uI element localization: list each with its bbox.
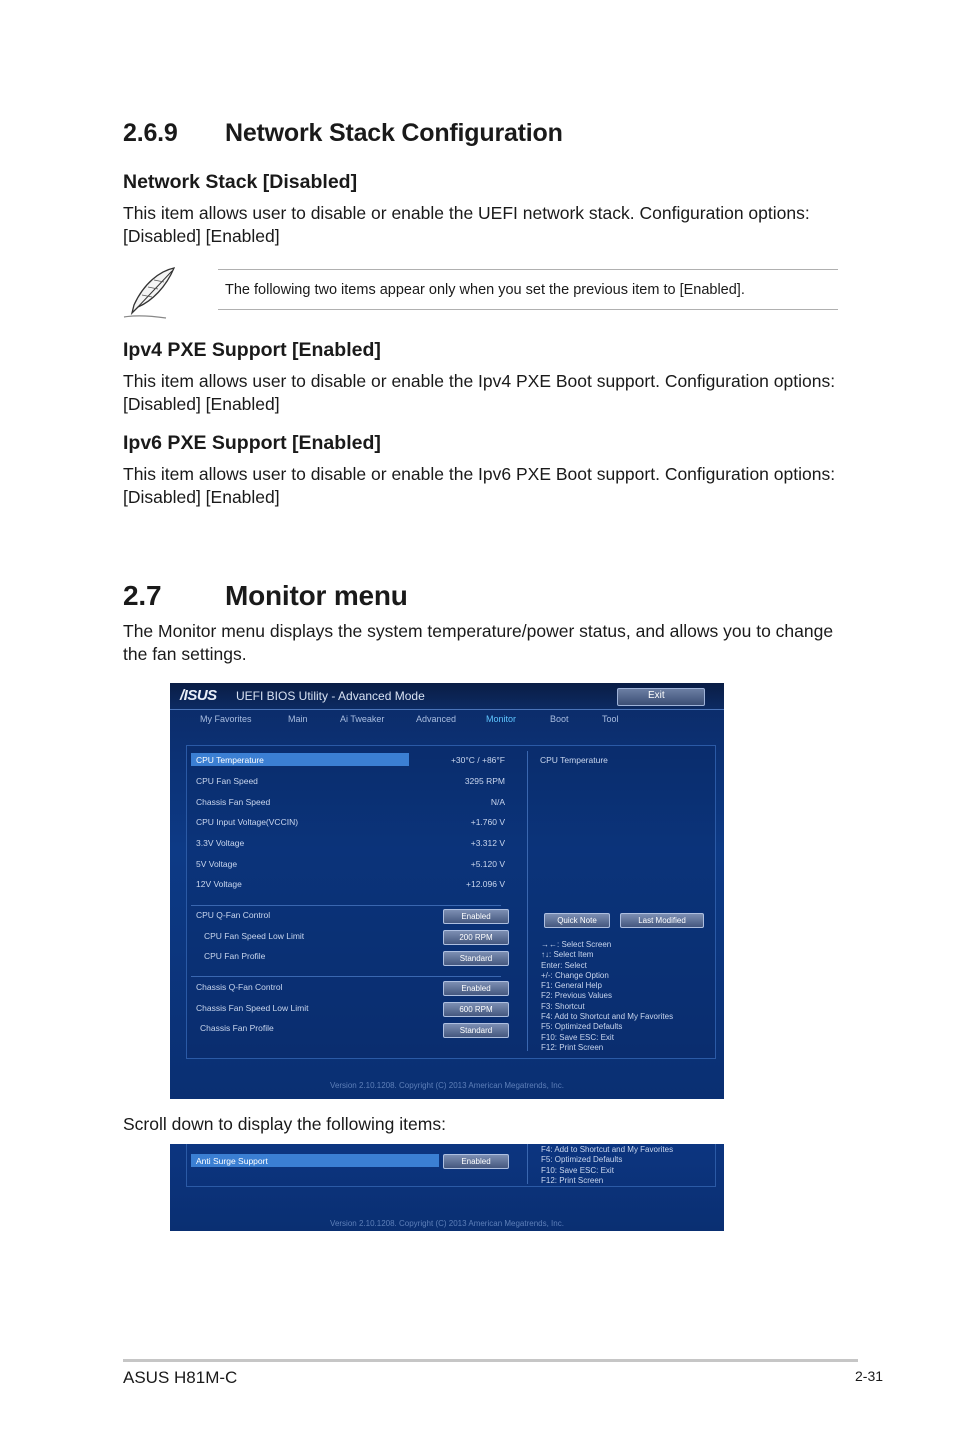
network-stack-text: This item allows user to disable or enable the UEFI network stack. Configuration options: [Disabled] [Enabled]: [123, 203, 810, 246]
scroll-text: Scroll down to display the following items:: [123, 1114, 446, 1134]
page-number: 2-31: [855, 1368, 884, 1384]
bios-version-footer: Version 2.10.1208. Copyright (C) 2013 American Megatrends, Inc.: [330, 1081, 564, 1090]
note-text: The following two items appear only when you set the previous item to [Enabled].: [225, 282, 745, 298]
row-value: +1.760 V: [470, 817, 505, 827]
row-value: +3.312 V: [470, 838, 505, 848]
row-value: 3295 RPM: [464, 776, 505, 786]
row-label[interactable]: 12V Voltage: [196, 879, 242, 889]
option-button[interactable]: Enabled: [443, 909, 509, 924]
row-label[interactable]: 3.3V Voltage: [196, 838, 245, 848]
ipv4-heading: Ipv4 PXE Support [Enabled]: [123, 339, 381, 361]
bios-title-bar: [170, 683, 724, 710]
tab-boot[interactable]: Boot: [550, 714, 569, 724]
row-label[interactable]: CPU Q-Fan Control: [196, 910, 271, 920]
option-button[interactable]: Standard: [443, 951, 509, 966]
row-label[interactable]: 5V Voltage: [196, 859, 238, 869]
bios-version-footer: Version 2.10.1208. Copyright (C) 2013 American Megatrends, Inc.: [330, 1219, 564, 1228]
row-label[interactable]: Chassis Fan Profile: [200, 1023, 274, 1033]
row-value: +12.096 V: [466, 879, 505, 889]
help-title: CPU Temperature: [540, 755, 608, 765]
ipv6-heading: Ipv6 PXE Support [Enabled]: [123, 432, 381, 454]
last-modified-button[interactable]: Last Modified: [620, 913, 704, 928]
footer-rule: [123, 1359, 858, 1362]
row-value: +30°C / +86°F: [450, 755, 505, 765]
note-top-rule: [218, 269, 838, 270]
tab-advanced[interactable]: Advanced: [416, 714, 457, 724]
section-number: 2.6.9: [123, 119, 178, 147]
bios-screenshot-scrolled: [170, 1144, 724, 1231]
bios-screenshot: [170, 683, 724, 1099]
option-button[interactable]: 600 RPM: [443, 1002, 509, 1017]
divider: [191, 976, 501, 977]
row-value: N/A: [490, 797, 505, 807]
option-button[interactable]: 200 RPM: [443, 930, 509, 945]
panel-divider: [527, 751, 528, 1051]
tab-ai-tweaker[interactable]: Ai Tweaker: [340, 714, 385, 724]
row-label[interactable]: Anti Surge Support: [196, 1156, 268, 1166]
section-number: 2.7: [123, 580, 162, 611]
option-button[interactable]: Enabled: [443, 1154, 509, 1169]
row-label[interactable]: CPU Temperature: [196, 755, 264, 765]
tab-monitor[interactable]: Monitor: [486, 714, 517, 724]
quick-note-button[interactable]: Quick Note: [544, 913, 610, 928]
row-label[interactable]: CPU Input Voltage(VCCIN): [196, 817, 299, 827]
exit-button[interactable]: Exit: [617, 688, 705, 706]
product-name: ASUS H81M-C: [123, 1368, 238, 1387]
ipv4-text: This item allows user to disable or enable the Ipv4 PXE Boot support. Configuration options: [Disabled] [Enabled]: [123, 371, 836, 414]
row-label[interactable]: CPU Fan Profile: [204, 951, 266, 961]
note-bottom-rule: [218, 309, 838, 310]
row-label[interactable]: CPU Fan Speed Low Limit: [204, 931, 305, 941]
asus-logo: /ISUS: [180, 687, 217, 704]
monitor-menu-text: The Monitor menu displays the system temperature/power status, and allows you to change the fan settings.: [123, 621, 834, 664]
row-value: +5.120 V: [470, 859, 505, 869]
quill-pen-icon: [122, 265, 182, 321]
section-title: Network Stack Configuration: [225, 119, 563, 147]
tab-my-favorites[interactable]: My Favorites: [200, 714, 252, 724]
panel-divider: [527, 1144, 528, 1184]
ipv6-text: This item allows user to disable or enable the Ipv6 PXE Boot support. Configuration options: [Disabled] [Enabled]: [123, 464, 836, 507]
tab-tool[interactable]: Tool: [602, 714, 619, 724]
help-keys: →←: Select Screen ↑↓: Select Item Enter: Select +/-: Change Option F1: General Help F2: Previous Values F3: Shortcut F4: Add to Shortcut and My Favorites F5: Optimized Defaults F10: Save ESC: Exit F12: Print Screen: [541, 940, 674, 1052]
option-button[interactable]: Standard: [443, 1023, 509, 1038]
section-title: Monitor menu: [225, 580, 408, 611]
row-label[interactable]: Chassis Fan Speed Low Limit: [196, 1003, 309, 1013]
bios-title: UEFI BIOS Utility - Advanced Mode: [236, 689, 425, 703]
network-stack-heading: Network Stack [Disabled]: [123, 171, 358, 193]
bios-nav-bar: [170, 710, 724, 730]
option-button[interactable]: Enabled: [443, 981, 509, 996]
tab-main[interactable]: Main: [288, 714, 308, 724]
row-label[interactable]: Chassis Q-Fan Control: [196, 982, 283, 992]
row-label[interactable]: CPU Fan Speed: [196, 776, 258, 786]
row-label[interactable]: Chassis Fan Speed: [196, 797, 271, 807]
help-keys: F4: Add to Shortcut and My Favorites F5: Optimized Defaults F10: Save ESC: Exit F12: Print Screen: [541, 1145, 674, 1185]
divider: [191, 905, 501, 906]
